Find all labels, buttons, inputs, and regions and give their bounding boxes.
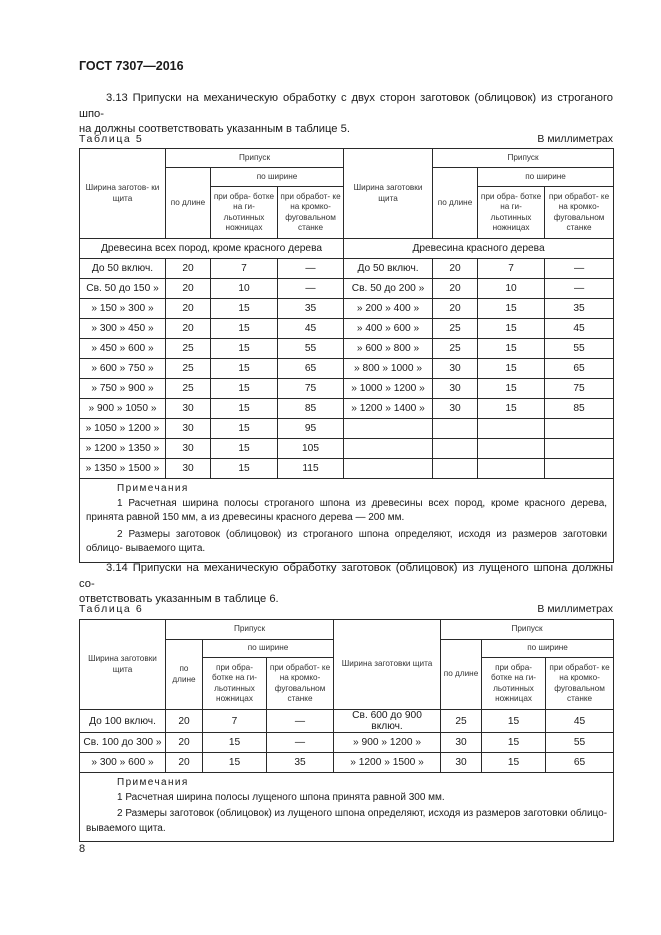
table-cell: 25 <box>166 359 211 379</box>
table-row <box>80 439 614 459</box>
table-cell: 45 <box>278 319 344 339</box>
table-cell: 85 <box>278 399 344 419</box>
table-cell: » 1200 » 1400 » <box>344 399 433 419</box>
table-cell: » 300 » 450 » <box>80 319 166 339</box>
table-cell <box>478 419 545 439</box>
section-label-all-species: Древесина всех пород, кроме красного дерева <box>80 239 344 259</box>
table-cell: 20 <box>166 710 203 733</box>
table-cell: — <box>278 279 344 299</box>
table-cell: 15 <box>478 299 545 319</box>
table-cell: 20 <box>166 753 203 773</box>
header-allowance: Припуск <box>166 149 344 168</box>
table-cell: 15 <box>478 319 545 339</box>
table-cell: 30 <box>441 753 482 773</box>
table-cell: 30 <box>441 733 482 753</box>
table-cell: 15 <box>482 753 546 773</box>
table-cell: 15 <box>211 439 278 459</box>
table-cell: 15 <box>211 399 278 419</box>
notes-title: Примечания <box>117 777 189 788</box>
table-row <box>80 259 614 279</box>
table-cell <box>545 439 614 459</box>
section-label-mahogany: Древесина красного дерева <box>344 239 614 259</box>
table-cell: 30 <box>433 359 478 379</box>
table-cell: 15 <box>211 319 278 339</box>
table-cell: 7 <box>203 710 267 733</box>
table-cell: » 150 » 300 » <box>80 299 166 319</box>
table-cell: 20 <box>166 279 211 299</box>
section-3-13-paragraph <box>79 91 613 138</box>
table-row <box>80 733 614 753</box>
table-cell: 20 <box>433 279 478 299</box>
header-shears: при обра- ботке на ги- льотинных ножницах <box>482 658 546 710</box>
table-cell: 30 <box>166 439 211 459</box>
table-cell: 15 <box>211 379 278 399</box>
table-cell: — <box>267 710 334 733</box>
table-row <box>80 753 614 773</box>
table-cell: 115 <box>278 459 344 479</box>
header-by-length: по длине <box>433 168 478 239</box>
note-item: 1 Расчетная ширина полосы строганого шпона из древесины всех пород, кроме красного дерева, принята равной 150 мм, а из древесины красного дерева — 200 мм. <box>86 497 608 523</box>
table-cell: 7 <box>478 259 545 279</box>
table-6-notes <box>80 773 614 842</box>
table-cell: 95 <box>278 419 344 439</box>
table-cell: 7 <box>211 259 278 279</box>
table-cell: До 50 включ. <box>80 259 166 279</box>
table-cell: » 1050 » 1200 » <box>80 419 166 439</box>
table-row <box>80 399 614 419</box>
header-edge-machine: при обработ- ке на кромко- фуговальном станке <box>545 187 614 239</box>
header-by-width: по ширине <box>482 640 614 658</box>
table-cell: » 600 » 800 » <box>344 339 433 359</box>
header-by-width: по ширине <box>211 168 344 187</box>
table-cell: До 50 включ. <box>344 259 433 279</box>
table-cell: 55 <box>546 733 614 753</box>
header-allowance: Припуск <box>433 149 614 168</box>
table-row <box>80 299 614 319</box>
table-cell: 15 <box>478 359 545 379</box>
table-cell: » 600 » 750 » <box>80 359 166 379</box>
table-cell: 25 <box>433 339 478 359</box>
table-cell: » 450 » 600 » <box>80 339 166 359</box>
header-shears: при обра- ботке на ги- льотинных ножницах <box>211 187 278 239</box>
table-cell: 30 <box>166 399 211 419</box>
table-cell: Св. 50 до 150 » <box>80 279 166 299</box>
table-cell <box>478 439 545 459</box>
table-cell: 75 <box>545 379 614 399</box>
note-item: 1 Расчетная ширина полосы лущеного шпона принята равной 300 мм. <box>117 791 445 803</box>
header-by-length: по длине <box>166 640 203 710</box>
table-cell <box>344 459 433 479</box>
header-allowance: Припуск <box>166 620 334 640</box>
table-cell: 45 <box>546 710 614 733</box>
table-cell: 20 <box>166 319 211 339</box>
table-cell: » 1000 » 1200 » <box>344 379 433 399</box>
table-cell: 85 <box>545 399 614 419</box>
table-cell <box>433 439 478 459</box>
table-cell <box>344 439 433 459</box>
table-cell: 65 <box>545 359 614 379</box>
table-5 <box>79 148 614 563</box>
note-item: 2 Размеры заготовок (облицовок) из строганого шпона определяют, исходя из размеров заготовки облицо- вываемого щита. <box>86 528 608 554</box>
table-cell: 25 <box>433 319 478 339</box>
header-edge-machine: при обработ- ке на кромко- фуговальном станке <box>267 658 334 710</box>
notes-title: Примечания <box>117 483 189 494</box>
table-cell: 20 <box>166 733 203 753</box>
section-3-14-paragraph <box>79 561 613 608</box>
table-cell <box>545 419 614 439</box>
table-cell: 35 <box>545 299 614 319</box>
table-cell: » 750 » 900 » <box>80 379 166 399</box>
table-cell: 55 <box>545 339 614 359</box>
table-cell: » 1200 » 1500 » <box>334 753 441 773</box>
table-cell: 15 <box>482 733 546 753</box>
table-cell: 25 <box>441 710 482 733</box>
table-cell <box>545 459 614 479</box>
table-row <box>80 710 614 733</box>
table-cell: 15 <box>478 399 545 419</box>
paragraph-line: 3.13 Припуски на механическую обработку с двух сторон заготовок (облицовок) из строганого шпо- <box>79 92 613 120</box>
table-cell: До 100 включ. <box>80 710 166 733</box>
table-cell <box>344 419 433 439</box>
table-cell: 105 <box>278 439 344 459</box>
table-row <box>80 459 614 479</box>
table-row <box>80 319 614 339</box>
table-cell: 15 <box>203 733 267 753</box>
table-cell <box>433 459 478 479</box>
table-cell: » 300 » 600 » <box>80 753 166 773</box>
table-cell: Св. 50 до 200 » <box>344 279 433 299</box>
table-cell: 25 <box>166 379 211 399</box>
table-5-notes <box>80 479 614 563</box>
paragraph-line: 3.14 Припуски на механическую обработку заготовок (облицовок) из лущеного шпона должны со- <box>79 562 613 590</box>
header-by-width: по ширине <box>203 640 334 658</box>
table-cell: 20 <box>166 299 211 319</box>
table-cell: Св. 600 до 900 включ. <box>334 710 441 733</box>
header-by-length: по длине <box>166 168 211 239</box>
header-width: Ширина заготов- ки щита <box>80 149 166 239</box>
table-cell: 15 <box>482 710 546 733</box>
header-width: Ширина заготовки щита <box>80 620 166 710</box>
table-cell: » 1200 » 1350 » <box>80 439 166 459</box>
table-6-units: В миллиметрах <box>537 603 613 615</box>
table-cell: 35 <box>278 299 344 319</box>
table-cell: — <box>545 279 614 299</box>
table-cell: 10 <box>211 279 278 299</box>
page-number: 8 <box>79 843 86 855</box>
table-cell: 15 <box>203 753 267 773</box>
header-width: Ширина заготовки щита <box>344 149 433 239</box>
document-code-header: ГОСТ 7307—2016 <box>79 59 184 73</box>
header-shears: при обра- ботке на ги- льотинных ножницах <box>478 187 545 239</box>
table-cell: 20 <box>166 259 211 279</box>
table-cell: 30 <box>166 419 211 439</box>
table-cell: 75 <box>278 379 344 399</box>
table-cell: » 900 » 1200 » <box>334 733 441 753</box>
table-cell: » 800 » 1000 » <box>344 359 433 379</box>
table-row <box>80 359 614 379</box>
table-cell <box>478 459 545 479</box>
table-row <box>80 339 614 359</box>
table-cell: 30 <box>166 459 211 479</box>
table-row <box>80 419 614 439</box>
table-cell: 65 <box>546 753 614 773</box>
table-cell: 20 <box>433 259 478 279</box>
header-by-width: по ширине <box>478 168 614 187</box>
table-6-caption: Таблица 6 <box>79 603 144 615</box>
header-shears: при обра- ботке на ги- льотинных ножницах <box>203 658 267 710</box>
table-5-units: В миллиметрах <box>537 133 613 145</box>
header-allowance: Припуск <box>441 620 614 640</box>
table-cell: 15 <box>211 299 278 319</box>
table-row <box>80 379 614 399</box>
table-cell: — <box>278 259 344 279</box>
table-cell: 30 <box>433 399 478 419</box>
table-6 <box>79 619 614 842</box>
table-5-caption: Таблица 5 <box>79 133 144 145</box>
table-cell: 10 <box>478 279 545 299</box>
note-item: 2 Размеры заготовок (облицовок) из лущеного шпона определяют, исходя из размеров заготовки облицо- вываемого щита. <box>86 808 608 834</box>
table-cell: — <box>267 733 334 753</box>
table-cell: 20 <box>433 299 478 319</box>
table-cell: 65 <box>278 359 344 379</box>
table-cell: 35 <box>267 753 334 773</box>
table-cell: 15 <box>478 379 545 399</box>
table-row <box>80 279 614 299</box>
table-cell: 15 <box>211 339 278 359</box>
table-cell: » 1350 » 1500 » <box>80 459 166 479</box>
header-edge-machine: при обработ- ке на кромко- фуговальном станке <box>278 187 344 239</box>
paragraph-line: ответствовать указанным в таблице 6. <box>79 593 279 605</box>
table-cell: 30 <box>433 379 478 399</box>
header-edge-machine: при обработ- ке на кромко- фуговальном станке <box>546 658 614 710</box>
header-by-length: по длине <box>441 640 482 710</box>
table-cell: 25 <box>166 339 211 359</box>
table-cell: Св. 100 до 300 » <box>80 733 166 753</box>
table-cell: » 200 » 400 » <box>344 299 433 319</box>
table-cell <box>433 419 478 439</box>
table-cell: 55 <box>278 339 344 359</box>
table-cell: » 900 » 1050 » <box>80 399 166 419</box>
header-width: Ширина заготовки щита <box>334 620 441 710</box>
table-cell: 45 <box>545 319 614 339</box>
table-cell: 15 <box>211 359 278 379</box>
paragraph-line: на должны соответствовать указанным в таблице 5. <box>79 123 350 135</box>
table-cell: 15 <box>478 339 545 359</box>
table-cell: 15 <box>211 419 278 439</box>
table-cell: 15 <box>211 459 278 479</box>
table-cell: » 400 » 600 » <box>344 319 433 339</box>
table-cell: — <box>545 259 614 279</box>
